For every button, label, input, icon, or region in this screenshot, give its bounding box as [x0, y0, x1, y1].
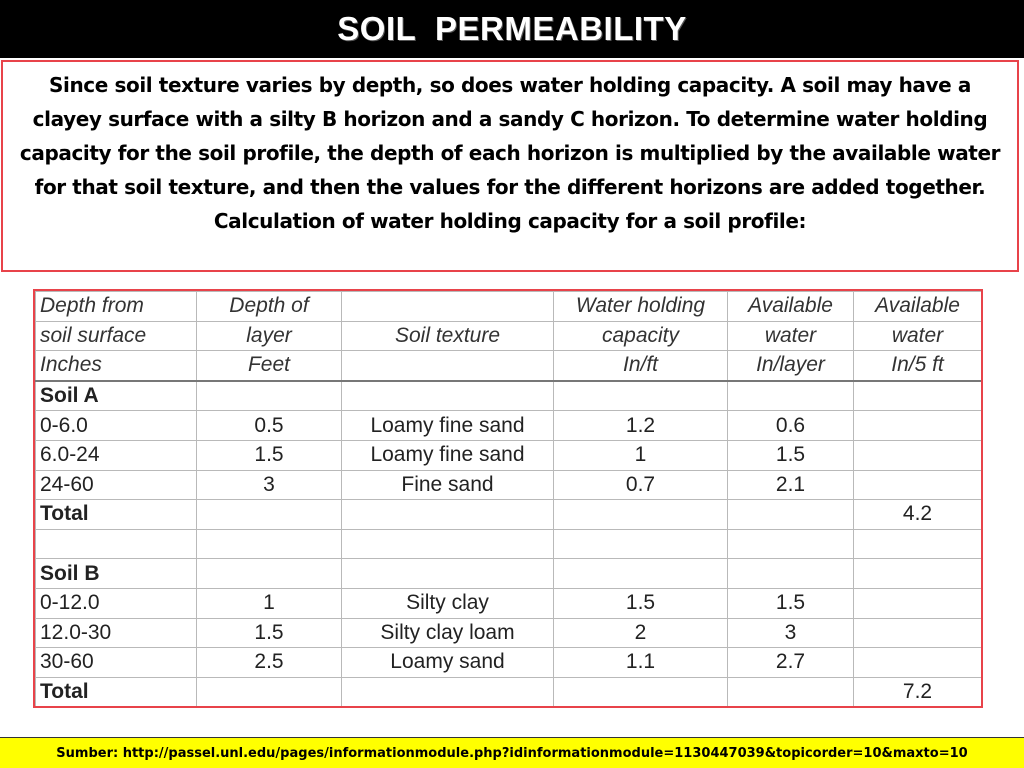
header-cell: Soil texture: [342, 321, 554, 351]
table-row: [36, 618, 982, 648]
soil-texture-cell: Loamy sand: [342, 648, 554, 678]
whc-cell: 0.7: [554, 470, 728, 500]
unit-cell: Feet: [197, 351, 342, 381]
header-cell: soil surface: [36, 321, 197, 351]
available-water-layer-cell: 2.1: [728, 470, 854, 500]
table-cell: [197, 677, 342, 707]
available-water-total-cell: [854, 618, 982, 648]
depth-inches-cell: 0-12.0: [36, 588, 197, 618]
table-cell: [854, 559, 982, 589]
total-label-cell: Total: [36, 677, 197, 707]
section-label-cell: Soil A: [36, 381, 197, 411]
whc-cell: 1.5: [554, 588, 728, 618]
depth-inches-cell: 12.0-30: [36, 618, 197, 648]
table-row: [36, 411, 982, 441]
available-water-layer-cell: 3: [728, 618, 854, 648]
available-water-layer-cell: 2.7: [728, 648, 854, 678]
table-cell: [342, 500, 554, 530]
header-cell: water: [854, 321, 982, 351]
table-header-row-2: [36, 321, 982, 351]
available-water-layer-cell: 1.5: [728, 440, 854, 470]
table-cell: [728, 677, 854, 707]
intro-text-box: [1, 60, 1019, 272]
soil-texture-cell: Loamy fine sand: [342, 411, 554, 441]
soil-profile-table: [35, 291, 982, 707]
available-water-layer-cell: 1.5: [728, 588, 854, 618]
header-cell: Water holding: [554, 292, 728, 322]
unit-cell: In/ft: [554, 351, 728, 381]
soil-texture-cell: Silty clay: [342, 588, 554, 618]
soil-texture-cell: Loamy fine sand: [342, 440, 554, 470]
available-water-layer-cell: 0.6: [728, 411, 854, 441]
table-cell: [342, 677, 554, 707]
table-cell: [554, 381, 728, 411]
header-cell: [342, 292, 554, 322]
table-cell: [728, 500, 854, 530]
depth-inches-cell: 24-60: [36, 470, 197, 500]
header-cell: Available: [728, 292, 854, 322]
header-cell: Depth of: [197, 292, 342, 322]
table-cell: [728, 529, 854, 559]
total-value-cell: 4.2: [854, 500, 982, 530]
unit-cell: In/layer: [728, 351, 854, 381]
available-water-total-cell: [854, 648, 982, 678]
table-row-soil-a-total: [36, 500, 982, 530]
table-row: [36, 588, 982, 618]
table-cell: [554, 500, 728, 530]
depth-feet-cell: 1: [197, 588, 342, 618]
table-row-soil-b-total: [36, 677, 982, 707]
depth-feet-cell: 0.5: [197, 411, 342, 441]
available-water-total-cell: [854, 588, 982, 618]
available-water-total-cell: [854, 470, 982, 500]
soil-texture-cell: Silty clay loam: [342, 618, 554, 648]
header-cell: Available: [854, 292, 982, 322]
section-label-cell: Soil B: [36, 559, 197, 589]
depth-feet-cell: 1.5: [197, 440, 342, 470]
table-cell: [554, 559, 728, 589]
depth-inches-cell: 6.0-24: [36, 440, 197, 470]
intro-subheading: Calculation of water holding capacity for a soil profile:: [213, 209, 807, 233]
available-water-total-cell: [854, 411, 982, 441]
available-water-total-cell: [854, 440, 982, 470]
unit-cell: [342, 351, 554, 381]
intro-paragraph: Since soil texture varies by depth, so does water holding capacity. A soil may have a clayey surface with a silty B horizon and a sandy C horizon. To determine water holding capacity for the soil profile, the depth of each horizon is multiplied by the available water for that soil texture, and then the values for the different horizons are added together.: [19, 73, 1001, 199]
depth-inches-cell: 30-60: [36, 648, 197, 678]
depth-feet-cell: 3: [197, 470, 342, 500]
table-cell: [342, 529, 554, 559]
table-units-row: [36, 351, 982, 381]
table-row-soil-b-label: [36, 559, 982, 589]
depth-feet-cell: 1.5: [197, 618, 342, 648]
table-cell: [197, 529, 342, 559]
total-value-cell: 7.2: [854, 677, 982, 707]
table-cell: [854, 529, 982, 559]
table-row: [36, 470, 982, 500]
depth-inches-cell: 0-6.0: [36, 411, 197, 441]
table-row-soil-a-label: [36, 381, 982, 411]
table-cell: [197, 381, 342, 411]
header-cell: layer: [197, 321, 342, 351]
whc-cell: 1.2: [554, 411, 728, 441]
unit-cell: Inches: [36, 351, 197, 381]
table-cell: [728, 381, 854, 411]
header-cell: Depth from: [36, 292, 197, 322]
total-label-cell: Total: [36, 500, 197, 530]
table-cell: [342, 381, 554, 411]
whc-cell: 1.1: [554, 648, 728, 678]
table-cell: [854, 381, 982, 411]
soil-profile-table-container: [33, 289, 983, 708]
soil-texture-cell: Fine sand: [342, 470, 554, 500]
header-cell: capacity: [554, 321, 728, 351]
whc-cell: 2: [554, 618, 728, 648]
unit-cell: In/5 ft: [854, 351, 982, 381]
table-row-spacer: [36, 529, 982, 559]
table-cell: [342, 559, 554, 589]
table-cell: [554, 529, 728, 559]
whc-cell: 1: [554, 440, 728, 470]
header-cell: water: [728, 321, 854, 351]
table-cell: [197, 559, 342, 589]
source-footer: Sumber: http://passel.unl.edu/pages/informationmodule.php?idinformationmodule=1130447039&topicorder=10&maxto=10: [0, 737, 1024, 768]
table-cell: [197, 500, 342, 530]
table-cell: [554, 677, 728, 707]
table-row: [36, 648, 982, 678]
depth-feet-cell: 2.5: [197, 648, 342, 678]
slide-title: SOIL PERMEABILITY: [0, 0, 1024, 58]
table-cell: [36, 529, 197, 559]
table-header-row-1: [36, 292, 982, 322]
table-cell: [728, 559, 854, 589]
table-row: [36, 440, 982, 470]
